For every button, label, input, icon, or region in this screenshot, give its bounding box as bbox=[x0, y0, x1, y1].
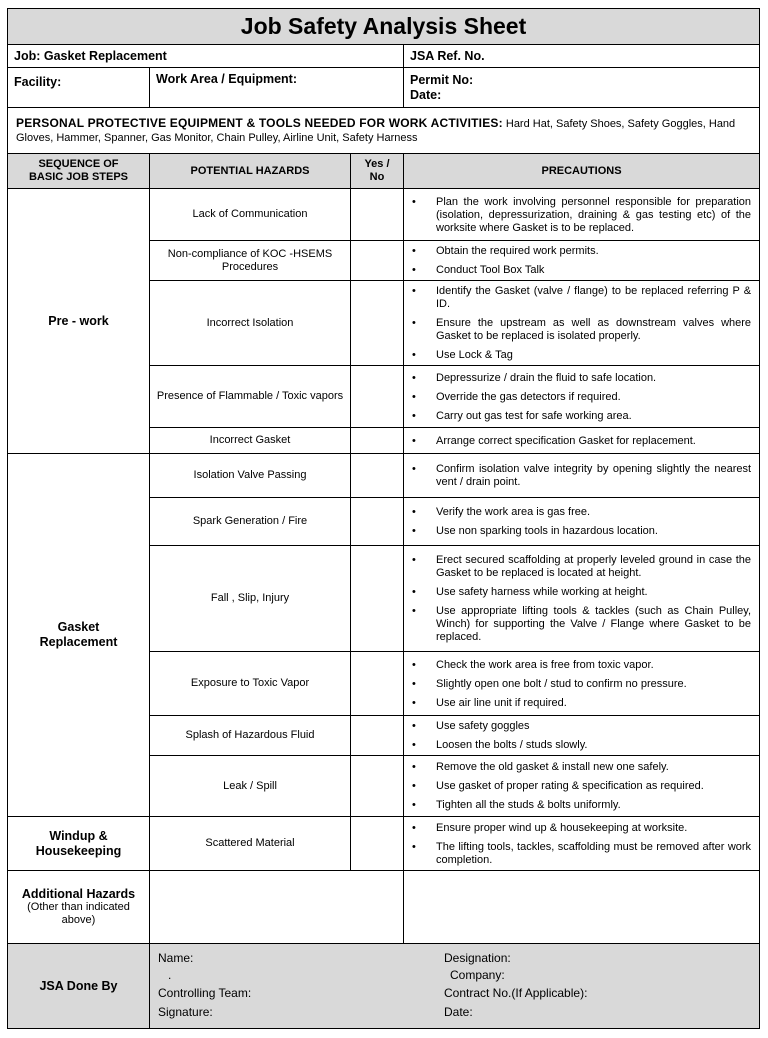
ppe-heading: PERSONAL PROTECTIVE EQUIPMENT & TOOLS NEEDED FOR WORK ACTIVITIES: bbox=[16, 116, 503, 130]
name-dot: . bbox=[168, 968, 172, 982]
yes-no-input[interactable] bbox=[351, 189, 404, 241]
precautions-list bbox=[410, 285, 751, 362]
yes-no-input[interactable] bbox=[351, 546, 404, 652]
precaution-item bbox=[410, 349, 751, 362]
permit-label: Permit No: bbox=[410, 73, 474, 87]
precaution-text: Carry out gas test for safe working area. bbox=[436, 409, 632, 422]
bullet-icon: • bbox=[412, 586, 416, 598]
precautions-list bbox=[410, 245, 751, 277]
name-label: Name: bbox=[158, 951, 194, 965]
col-header-precautions: PRECAUTIONS bbox=[404, 154, 760, 189]
yes-no-input[interactable] bbox=[351, 366, 404, 428]
designation-label: Designation: bbox=[444, 951, 511, 965]
precaution-text: Ensure the upstream as well as downstream valves where Gasket to be replaced is isolated properly. bbox=[436, 317, 752, 342]
job-label: Job: bbox=[14, 49, 41, 63]
precaution-item bbox=[410, 317, 751, 343]
precaution-item bbox=[410, 525, 751, 538]
precautions-cell bbox=[404, 454, 760, 498]
col-header-hazards: POTENTIAL HAZARDS bbox=[150, 154, 351, 189]
jsa-done-by-label: JSA Done By bbox=[8, 944, 150, 1029]
col-header-sequence bbox=[8, 154, 150, 189]
bullet-icon: • bbox=[412, 696, 416, 709]
precaution-item bbox=[410, 739, 751, 752]
bullet-icon: • bbox=[412, 761, 416, 773]
precaution-item bbox=[410, 554, 751, 580]
precautions-list bbox=[410, 761, 751, 812]
facility-field bbox=[8, 68, 150, 108]
ppe-section bbox=[8, 108, 760, 154]
bullet-icon: • bbox=[412, 799, 416, 811]
precaution-text: Tighten all the studs & bolts uniformly. bbox=[436, 799, 621, 811]
hazard-cell: Non-compliance of KOC -HSEMS Procedures bbox=[150, 241, 351, 281]
table-row bbox=[8, 454, 760, 498]
job-step-name: Pre - work bbox=[48, 313, 109, 328]
precautions-cell bbox=[404, 817, 760, 871]
permit-date-field bbox=[404, 68, 760, 108]
work-area-label: Work Area / Equipment: bbox=[156, 72, 297, 86]
precaution-text: Verify the work area is gas free. bbox=[436, 506, 591, 518]
precaution-text: Ensure proper wind up & housekeeping at worksite. bbox=[436, 821, 688, 834]
date-signoff-label: Date: bbox=[444, 1005, 473, 1019]
col-header-yesno-line2: No bbox=[369, 171, 385, 183]
precaution-text: Check the work area is free from toxic vapor. bbox=[436, 658, 654, 671]
precaution-item bbox=[410, 285, 751, 311]
hazard-cell: Leak / Spill bbox=[150, 756, 351, 817]
jsa-sheet bbox=[7, 8, 759, 1029]
yes-no-input[interactable] bbox=[351, 428, 404, 454]
signature-label: Signature: bbox=[158, 1005, 213, 1019]
precautions-cell bbox=[404, 428, 760, 454]
precaution-item bbox=[410, 264, 751, 277]
precaution-text: Use safety goggles bbox=[436, 720, 530, 732]
job-step-name: Windup & Housekeeping bbox=[35, 828, 122, 858]
precaution-text: Use non sparking tools in hazardous location. bbox=[436, 525, 658, 537]
precaution-item bbox=[410, 463, 751, 489]
work-area-field bbox=[150, 68, 404, 108]
bullet-icon: • bbox=[412, 371, 416, 384]
hazard-cell: Isolation Valve Passing bbox=[150, 454, 351, 498]
bullet-icon: • bbox=[412, 739, 416, 751]
additional-hazards-title: Additional Hazards bbox=[21, 886, 136, 901]
bullet-icon: • bbox=[412, 780, 416, 792]
jsa-ref-field bbox=[404, 45, 760, 68]
additional-hazards-input[interactable] bbox=[150, 871, 404, 944]
precautions-cell bbox=[404, 366, 760, 428]
yes-no-input[interactable] bbox=[351, 454, 404, 498]
yes-no-input[interactable] bbox=[351, 756, 404, 817]
additional-precautions-input[interactable] bbox=[404, 871, 760, 944]
precautions-cell bbox=[404, 241, 760, 281]
yes-no-input[interactable] bbox=[351, 498, 404, 546]
yes-no-input[interactable] bbox=[351, 652, 404, 716]
precautions-list bbox=[410, 506, 751, 538]
hazard-cell: Incorrect Gasket bbox=[150, 428, 351, 454]
job-field bbox=[8, 45, 404, 68]
precaution-text: Slightly open one bolt / stud to confirm no pressure. bbox=[436, 677, 687, 690]
precaution-item bbox=[410, 720, 751, 733]
bullet-icon: • bbox=[412, 434, 416, 447]
precaution-item bbox=[410, 391, 751, 404]
job-step-cell bbox=[8, 817, 150, 871]
controlling-team-label: Controlling Team: bbox=[158, 986, 252, 1000]
precautions-list bbox=[410, 196, 751, 235]
yes-no-input[interactable] bbox=[351, 281, 404, 366]
precaution-text: Use air line unit if required. bbox=[436, 696, 567, 709]
precaution-text: Arrange correct specification Gasket for replacement. bbox=[436, 434, 696, 447]
precaution-text: Conduct Tool Box Talk bbox=[436, 264, 545, 276]
precautions-cell bbox=[404, 546, 760, 652]
hazard-cell: Presence of Flammable / Toxic vapors bbox=[150, 366, 351, 428]
precaution-item bbox=[410, 799, 751, 812]
bullet-icon: • bbox=[412, 463, 416, 475]
precaution-text: Plan the work involving personnel responsible for preparation (isolation, depressurization, draining & gas testing etc) of the worksite where Gasket is to be replaced. bbox=[436, 195, 752, 234]
hazard-cell: Fall , Slip, Injury bbox=[150, 546, 351, 652]
bullet-icon: • bbox=[412, 506, 416, 518]
precaution-item bbox=[410, 780, 751, 793]
precautions-list bbox=[410, 659, 751, 710]
yes-no-input[interactable] bbox=[351, 716, 404, 756]
table-row bbox=[8, 189, 760, 241]
additional-hazards-subtitle: (Other than indicated above) bbox=[27, 900, 130, 926]
page-title: Job Safety Analysis Sheet bbox=[8, 9, 760, 45]
precautions-cell bbox=[404, 498, 760, 546]
col-header-sequence-line1: SEQUENCE OF bbox=[38, 158, 119, 170]
hazard-cell: Exposure to Toxic Vapor bbox=[150, 652, 351, 716]
job-step-name: Gasket Replacement bbox=[39, 620, 118, 649]
precaution-text: Loosen the bolts / studs slowly. bbox=[436, 739, 588, 751]
precaution-item bbox=[410, 410, 751, 423]
precautions-list bbox=[410, 463, 751, 489]
col-header-sequence-line2: BASIC JOB STEPS bbox=[28, 171, 129, 183]
bullet-icon: • bbox=[412, 554, 416, 566]
precautions-cell bbox=[404, 189, 760, 241]
table-row bbox=[8, 817, 760, 871]
hazard-cell: Splash of Hazardous Fluid bbox=[150, 716, 351, 756]
bullet-icon: • bbox=[412, 525, 416, 537]
job-step-cell bbox=[8, 454, 150, 817]
hazard-cell: Scattered Material bbox=[150, 817, 351, 871]
precautions-list bbox=[410, 372, 751, 423]
precaution-text: Erect secured scaffolding at properly leveled ground in case the Gasket to be replaced is located at height. bbox=[436, 554, 752, 579]
precaution-item bbox=[410, 586, 751, 599]
facility-label: Facility: bbox=[14, 75, 62, 89]
precaution-text: Use gasket of proper rating & specification as required. bbox=[436, 780, 704, 792]
precaution-text: Identify the Gasket (valve / flange) to be replaced referring P & ID. bbox=[436, 285, 752, 310]
precaution-item bbox=[410, 372, 751, 385]
col-header-yesno-line1: Yes / bbox=[364, 158, 390, 170]
bullet-icon: • bbox=[412, 285, 416, 297]
ppe-items: Hard Hat, Safety Shoes, Safety Goggles, Hand Gloves, Hammer, Spanner, Gas Monitor, Chain Pulley, Airline Unit, Safety Harness bbox=[16, 118, 736, 144]
date-label: Date: bbox=[410, 88, 442, 102]
precaution-item bbox=[410, 435, 751, 448]
bullet-icon: • bbox=[412, 264, 416, 276]
bullet-icon: • bbox=[412, 349, 416, 361]
bullet-icon: • bbox=[412, 720, 416, 732]
precaution-text: Confirm isolation valve integrity by opening slightly the nearest vent / drain point. bbox=[436, 463, 752, 488]
bullet-icon: • bbox=[412, 195, 416, 208]
bullet-icon: • bbox=[412, 658, 416, 671]
precaution-item bbox=[410, 659, 751, 672]
bullet-icon: • bbox=[412, 821, 416, 834]
bullet-icon: • bbox=[412, 317, 416, 329]
bullet-icon: • bbox=[412, 245, 416, 257]
precautions-list bbox=[410, 435, 751, 448]
precaution-text: Use safety harness while working at height. bbox=[436, 586, 648, 598]
col-header-yesno bbox=[351, 154, 404, 189]
precautions-cell bbox=[404, 281, 760, 366]
precaution-item bbox=[410, 245, 751, 258]
bullet-icon: • bbox=[412, 605, 416, 617]
yes-no-input[interactable] bbox=[351, 817, 404, 871]
precaution-item bbox=[410, 761, 751, 774]
company-label: Company: bbox=[450, 968, 505, 982]
precaution-text: Remove the old gasket & install new one safely. bbox=[436, 761, 669, 773]
hazard-cell: Lack of Communication bbox=[150, 189, 351, 241]
contract-no-label: Contract No.(If Applicable): bbox=[444, 986, 588, 1000]
precaution-text: Use appropriate lifting tools & tackles (such as Chain Pulley, Winch) for supporting the Valve / Flange where Gasket to be replaced. bbox=[436, 605, 752, 643]
precautions-cell bbox=[404, 652, 760, 716]
precaution-item bbox=[410, 822, 751, 835]
job-value: Gasket Replacement bbox=[43, 49, 167, 63]
jsa-table bbox=[7, 8, 760, 1029]
bullet-icon: • bbox=[412, 409, 416, 422]
precaution-text: Obtain the required work permits. bbox=[436, 245, 599, 257]
precautions-list bbox=[410, 720, 751, 752]
hazard-cell: Spark Generation / Fire bbox=[150, 498, 351, 546]
additional-hazards-cell bbox=[8, 871, 150, 944]
precaution-item bbox=[410, 697, 751, 710]
precautions-cell bbox=[404, 716, 760, 756]
precaution-item bbox=[410, 196, 751, 235]
precaution-text: The lifting tools, tackles, scaffolding must be removed after work completion. bbox=[436, 840, 752, 866]
precaution-item bbox=[410, 506, 751, 519]
precaution-item bbox=[410, 841, 751, 867]
precaution-text: Use Lock & Tag bbox=[436, 349, 513, 361]
bullet-icon: • bbox=[412, 390, 416, 403]
bullet-icon: • bbox=[412, 677, 416, 690]
jsa-done-by-details bbox=[150, 944, 760, 1029]
precaution-item bbox=[410, 605, 751, 644]
precaution-text: Override the gas detectors if required. bbox=[436, 390, 621, 403]
yes-no-input[interactable] bbox=[351, 241, 404, 281]
bullet-icon: • bbox=[412, 840, 416, 853]
jsa-ref-label: JSA Ref. No. bbox=[410, 49, 485, 63]
hazard-cell: Incorrect Isolation bbox=[150, 281, 351, 366]
precautions-cell bbox=[404, 756, 760, 817]
job-step-cell bbox=[8, 189, 150, 454]
precaution-item bbox=[410, 678, 751, 691]
precautions-list bbox=[410, 554, 751, 644]
precaution-text: Depressurize / drain the fluid to safe location. bbox=[436, 371, 657, 384]
precautions-list bbox=[410, 822, 751, 867]
